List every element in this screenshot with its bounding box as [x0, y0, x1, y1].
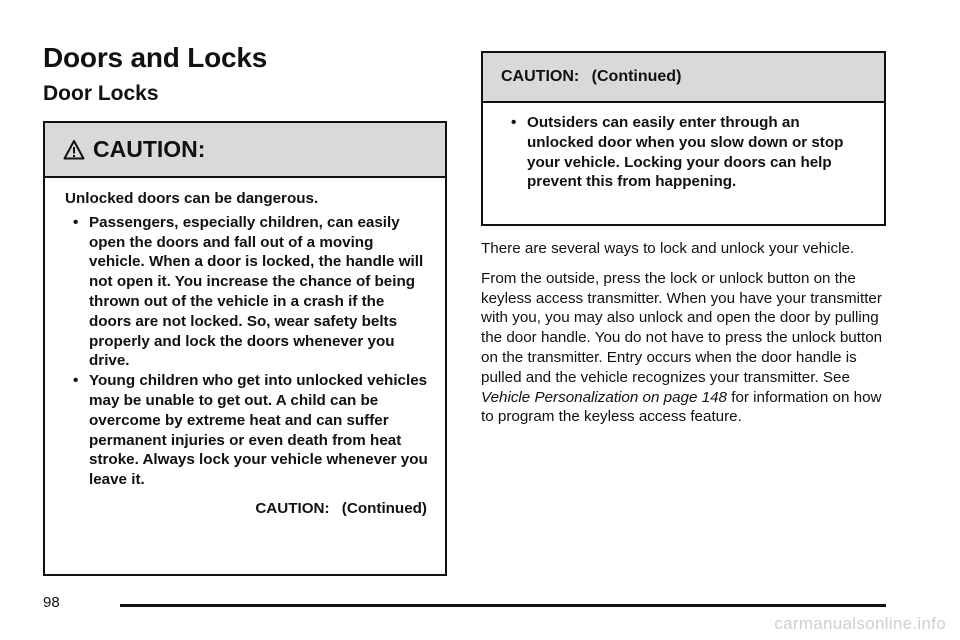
caution-icon [63, 139, 85, 161]
bullet-icon: • [73, 372, 79, 390]
caution-body [483, 103, 884, 192]
page-number: 98 [43, 594, 60, 611]
bullet-icon: • [511, 114, 517, 131]
caution-title: CAUTION: [93, 136, 206, 162]
caution-box [43, 121, 447, 576]
list-item [65, 371, 429, 490]
caution-intro: Unlocked doors can be dangerous. [65, 190, 319, 207]
footer-rule [120, 604, 886, 607]
caution-header [483, 53, 884, 103]
bullet-icon: • [73, 213, 79, 231]
caution-continued-box [481, 51, 886, 226]
bullet-text: Passengers, especially children, can easily open the doors and fall out of a moving vehicle. When a door is locked, the handle will not open it. You increase the chance of being thrown out of the vehicle in a crash if the doors are not locked. So, wear safety belts properly and lock the doors whenever you drive. [89, 213, 424, 370]
paragraph-text: for information on how to program the keyless access feature. [481, 388, 882, 426]
cross-reference-link[interactable]: Vehicle Personalization on page 148 [481, 388, 727, 406]
watermark: carmanualsonline.info [774, 614, 946, 633]
list-item [503, 113, 868, 192]
caution-bullet-list [65, 213, 429, 490]
caution-header [45, 123, 445, 178]
caution-bullet-list [503, 113, 868, 192]
caution-continued-label: CAUTION: (Continued) [255, 499, 427, 517]
section-title: Door Locks [43, 82, 159, 105]
list-item [65, 213, 429, 371]
caution-body [45, 178, 445, 519]
paragraph: There are several ways to lock and unlock your vehicle. [481, 240, 855, 257]
paragraph [481, 269, 886, 427]
bullet-text: Young children who get into unlocked vehicles may be unable to get out. A child can be overcome by extreme heat and can suffer permanent injuries or even death from heat stroke. Always lock your vehicle whenever you leave it. [89, 372, 428, 489]
page-title: Doors and Locks [43, 42, 268, 73]
caution-title: CAUTION: (Continued) [501, 68, 682, 85]
paragraph-text: From the outside, press the lock or unlock button on the keyless access transmitter. When you have your transmitter with you, you may also unlock and open the door by pulling the door handle. You do not have to press the unlock button on the transmitter. Entry occurs when the door handle is pulled and the vehicle recognizes your transmitter. See [481, 269, 883, 386]
body-text [481, 239, 886, 437]
bullet-text: Outsiders can easily enter through an unlocked door when you slow down or stop your vehicle. Locking your doors can help prevent this from happening. [527, 114, 844, 191]
